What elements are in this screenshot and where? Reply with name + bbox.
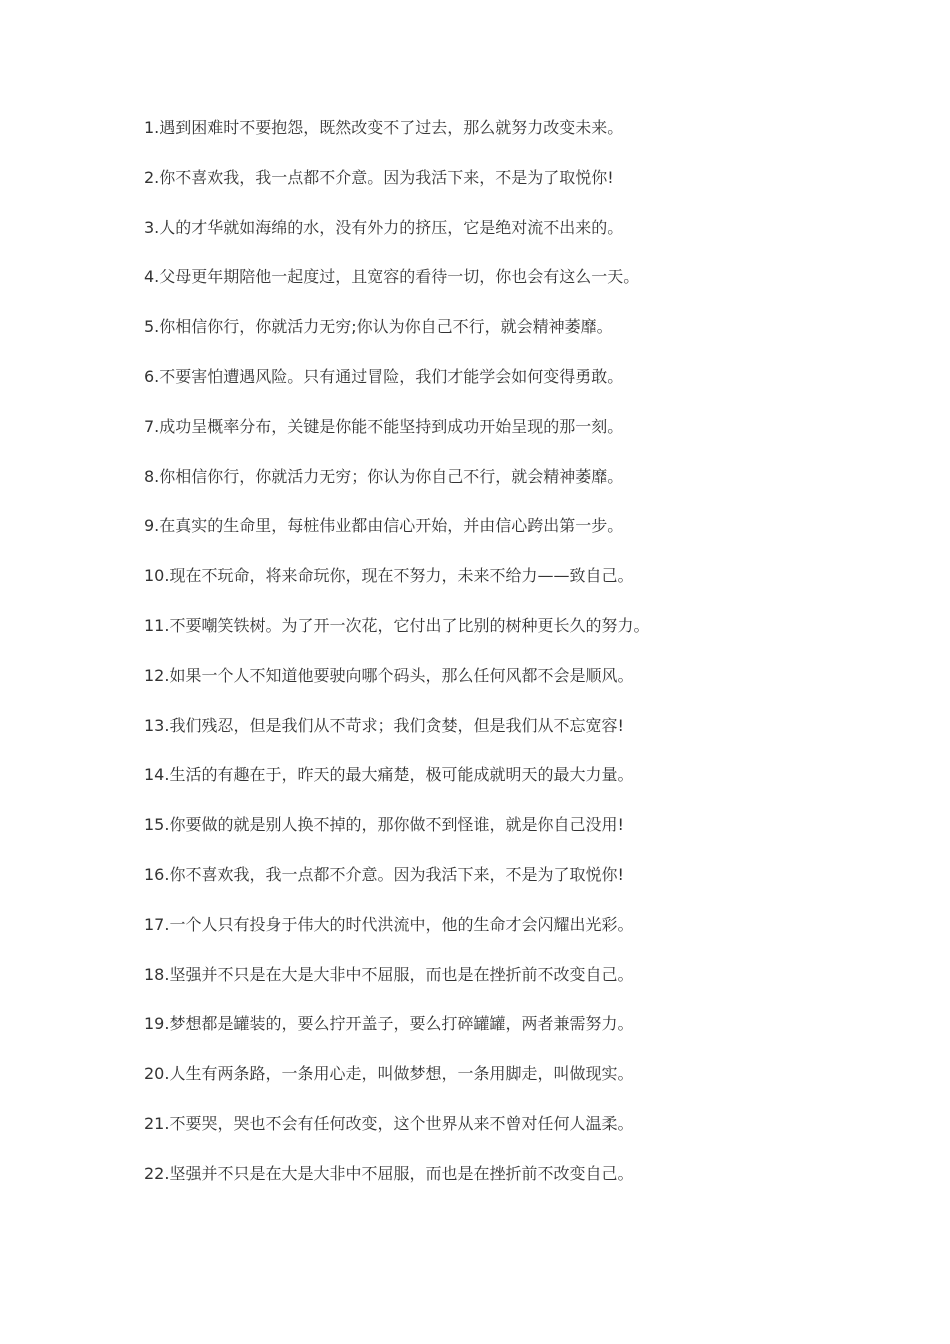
quote-line: 22.坚强并不只是在大是大非中不屈服，而也是在挫折前不改变自己。: [144, 1163, 634, 1183]
quote-line: 5.你相信你行，你就活力无穷;你认为你自己不行，就会精神萎靡。: [144, 317, 613, 337]
quote-line: 9.在真实的生命里，每桩伟业都由信心开始，并由信心跨出第一步。: [144, 516, 624, 536]
quote-line: 18.坚强并不只是在大是大非中不屈服，而也是在挫折前不改变自己。: [144, 964, 634, 984]
quote-line: 3.人的才华就如海绵的水，没有外力的挤压，它是绝对流不出来的。: [144, 217, 624, 237]
quote-line: 17.一个人只有投身于伟大的时代洪流中，他的生命才会闪耀出光彩。: [144, 914, 634, 934]
quote-line: 21.不要哭，哭也不会有任何改变，这个世界从来不曾对任何人温柔。: [144, 1113, 634, 1133]
quote-list: [144, 116, 904, 1212]
quote-line: 10.现在不玩命，将来命玩你，现在不努力，未来不给力——致自己。: [144, 566, 634, 586]
quote-line: 7.成功呈概率分布，关键是你能不能坚持到成功开始呈现的那一刻。: [144, 416, 624, 436]
quote-line: 13.我们残忍，但是我们从不苛求；我们贪婪，但是我们从不忘宽容!: [144, 715, 624, 735]
quote-line: 4.父母更年期陪他一起度过，且宽容的看待一切，你也会有这么一天。: [144, 267, 640, 287]
quote-line: 6.不要害怕遭遇风险。只有通过冒险，我们才能学会如何变得勇敢。: [144, 366, 624, 386]
quote-line: 14.生活的有趣在于，昨天的最大痛楚，极可能成就明天的最大力量。: [144, 765, 634, 785]
quote-line: 2.你不喜欢我，我一点都不介意。因为我活下来，不是为了取悦你!: [144, 167, 614, 187]
quote-line: 8.你相信你行，你就活力无穷；你认为你自己不行，就会精神萎靡。: [144, 466, 624, 486]
quote-line: 11.不要嘲笑铁树。为了开一次花，它付出了比别的树种更长久的努力。: [144, 615, 650, 635]
quote-line: 16.你不喜欢我，我一点都不介意。因为我活下来，不是为了取悦你!: [144, 864, 624, 884]
quote-line: 1.遇到困难时不要抱怨，既然改变不了过去，那么就努力改变未来。: [144, 118, 624, 137]
quote-line: 15.你要做的就是别人换不掉的，那你做不到怪谁，就是你自己没用!: [144, 815, 624, 835]
quote-line: 19.梦想都是罐装的，要么拧开盖子，要么打碎罐罐，两者兼需努力。: [144, 1014, 634, 1034]
quote-line: 12.如果一个人不知道他要驶向哪个码头，那么任何风都不会是顺风。: [144, 665, 634, 685]
quote-line: 20.人生有两条路，一条用心走，叫做梦想，一条用脚走，叫做现实。: [144, 1064, 634, 1084]
